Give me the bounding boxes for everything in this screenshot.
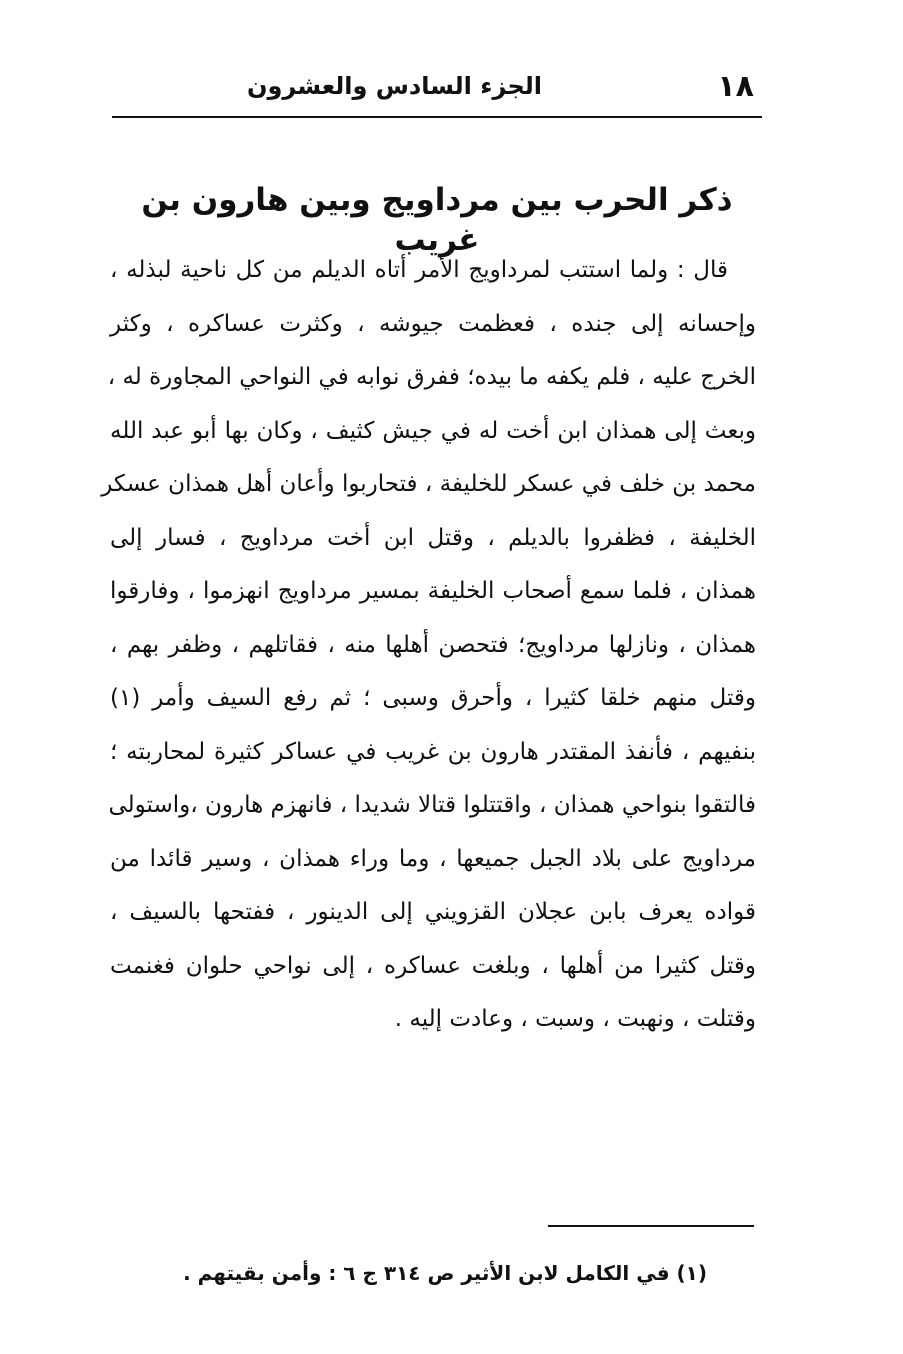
body-line: قواده يعرف بابن عجلان القزويني إلى الدينور ، ففتحها بالسيف ، [110, 899, 756, 925]
body-line: وقتلت ، ونهبت ، وسبت ، وعادت إليه . [394, 1006, 756, 1032]
body-line: قال : ولما استتب لمرداويج الأمر أتاه الديلم من كل ناحية لبذله ، [110, 257, 728, 283]
body-line: همذان ، فلما سمع أصحاب الخليفة بمسير مرداويج انهزموا ، وفارقوا [110, 578, 756, 604]
body-line: بنفيهم ، فأنفذ المقتدر هارون بن غريب في عساكر كثيرة لمحاربته ؛ [110, 738, 756, 765]
header-rule [112, 116, 762, 118]
body-line: محمد بن خلف في عسكر للخليفة ، فتحاربوا وأعان أهل همذان عسكر [101, 471, 756, 497]
section-title: ذكر الحرب بين مرداويج وبين هارون بن غريب [141, 182, 733, 258]
body-line: الخليفة ، فظفروا بالديلم ، وقتل ابن أخت مرداويج ، فسار إلى [110, 524, 756, 551]
page-number: ١٨ [717, 69, 754, 104]
running-title: الجزء السادس والعشرون [246, 72, 542, 100]
body-line: وبعث إلى همذان ابن أخت له في جيش كثيف ، وكان بها أبو عبد الله [110, 417, 756, 444]
page-header [112, 66, 762, 114]
body-line: فالتقوا بنواحي همذان ، واقتتلوا قتالا شديدا ، فانهزم هارون ،واستولى [108, 792, 756, 818]
body-line: همذان ، ونازلها مرداويج؛ فتحصن أهلها منه ، فقاتلهم ، وظفر بهم ، [110, 631, 756, 658]
body-line: وقتل كثيرا من أهلها ، وبلغت عساكره ، إلى نواحي حلوان فغنمت [110, 952, 756, 979]
body-line: مرداويج على بلاد الجبل جميعها ، وما وراء همذان ، وسير قائدا من [110, 845, 756, 872]
body-line: وإحسانه إلى جنده ، فعظمت جيوشه ، وكثرت عساكره ، وكثر [110, 310, 756, 337]
body-line: الخرج عليه ، فلم يكفه ما بيده؛ ففرق نوابه في النواحي المجاورة له ، [107, 364, 756, 390]
footnote-rule [548, 1225, 754, 1227]
body-text [101, 244, 756, 1047]
footnote: (١) في الكامل لابن الأثير ص ٣١٤ ج ٦ : وأمن بقيتهم . [183, 1261, 707, 1285]
body-line: وقتل منهم خلقا كثيرا ، وأحرق وسبى ؛ ثم رفع السيف وأمر (١) [110, 685, 756, 711]
